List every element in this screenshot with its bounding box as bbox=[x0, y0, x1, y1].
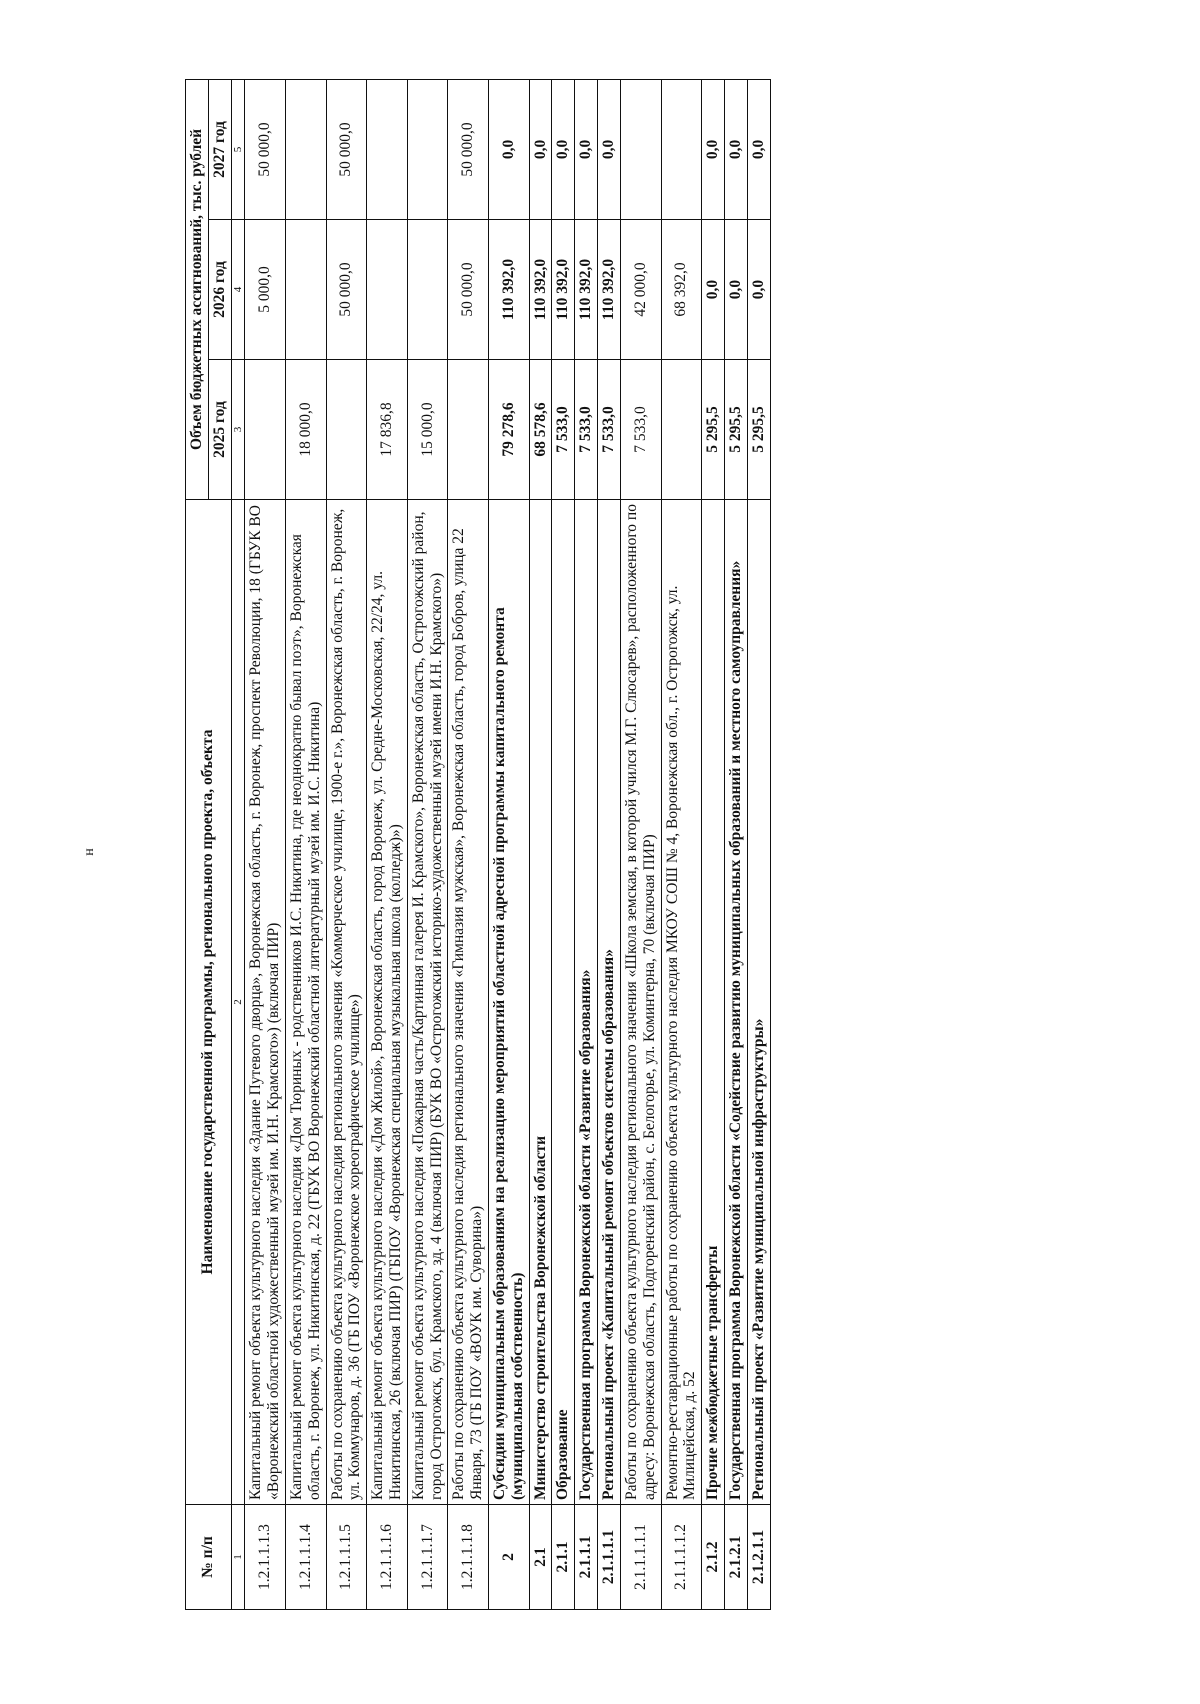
row-name: Капитальный ремонт объекта культурного наследия «Здание Путевого дворца», Воронежская область, г. Воронеж, проспект Революции, 18 (ГБУК ВО «Воронежский областной художественный музей им. И.Н. Крамского») (включая ПИР) bbox=[245, 500, 286, 1505]
value-2025: 15 000,0 bbox=[407, 360, 448, 500]
table-row bbox=[529, 79, 552, 1609]
value-2025: 7 533,0 bbox=[598, 360, 621, 500]
table-row bbox=[552, 79, 575, 1609]
value-2025: 5 295,5 bbox=[702, 360, 725, 500]
row-name: Капитальный ремонт объекта культурного наследия «Дом Тюриных - родственников И.С. Никитина, где неоднократно бывал поэт», Воронежская область, г. Воронеж, ул. Никитинская, д. 22 (ГБУК ВО Воронежский областной литературный музей им. И.С. Никитина) bbox=[285, 500, 326, 1505]
value-2025 bbox=[245, 360, 286, 500]
row-name: Капитальный ремонт объекта культурного наследия «Дом Жилой», Воронежская область, город Воронеж, ул. Средне-Московская, 22/24, ул. Никитинская, 26 (включая ПИР) (ГБПОУ «Воронежская специальная музыкальная школа (колледж)») bbox=[367, 500, 408, 1505]
value-2025 bbox=[448, 360, 489, 500]
value-2025: 79 278,6 bbox=[489, 360, 530, 500]
row-number: 2.1.2.1.1 bbox=[747, 1505, 770, 1610]
header-year-2026: 2026 год bbox=[208, 220, 231, 360]
budget-table bbox=[185, 79, 771, 1610]
value-2027: 0,0 bbox=[529, 79, 552, 219]
value-2027: 0,0 bbox=[575, 79, 598, 219]
value-2025: 7 533,0 bbox=[575, 360, 598, 500]
table-body bbox=[245, 79, 770, 1609]
value-2026: 50 000,0 bbox=[448, 220, 489, 360]
value-2026: 42 000,0 bbox=[620, 220, 661, 360]
table-row bbox=[367, 79, 408, 1609]
row-number: 1.2.1.1.1.5 bbox=[326, 1505, 367, 1610]
row-number: 1.2.1.1.1.3 bbox=[245, 1505, 286, 1610]
value-2026: 68 392,0 bbox=[661, 220, 702, 360]
value-2026: 110 392,0 bbox=[598, 220, 621, 360]
row-name: Министерство строительства Воронежской области bbox=[529, 500, 552, 1505]
row-number: 2 bbox=[489, 1505, 530, 1610]
value-2026: 0,0 bbox=[702, 220, 725, 360]
value-2025 bbox=[326, 360, 367, 500]
row-number: 1.2.1.1.1.6 bbox=[367, 1505, 408, 1610]
row-name: Образование bbox=[552, 500, 575, 1505]
value-2025: 17 836,8 bbox=[367, 360, 408, 500]
row-number: 1.2.1.1.1.8 bbox=[448, 1505, 489, 1610]
table-row bbox=[661, 79, 702, 1609]
value-2027 bbox=[285, 79, 326, 219]
row-number: 2.1.1.1.1.1 bbox=[620, 1505, 661, 1610]
table-row bbox=[598, 79, 621, 1609]
col-index: 4 bbox=[231, 220, 245, 360]
row-name: Работы по сохранению объекта культурного наследия регионального значения «Школа земская, в которой учился М.Г. Слюсарев», расположенного по адресу: Воронежская область, Подгоренский район, с. Белогорье, ул. Коминтерна, 70 (включая ПИР) bbox=[620, 500, 661, 1505]
row-name: Работы по сохранению объекта культурного наследия регионального значения «Коммерческое училище, 1900-е г.», Воронежская область, г. Воронеж, ул. Коммунаров, д. 36 (ГБ ПОУ «Воронежское хореографическое училище») bbox=[326, 500, 367, 1505]
value-2027 bbox=[367, 79, 408, 219]
value-2026 bbox=[367, 220, 408, 360]
value-2026: 0,0 bbox=[724, 220, 747, 360]
value-2027: 50 000,0 bbox=[245, 79, 286, 219]
row-number: 1.2.1.1.1.7 bbox=[407, 1505, 448, 1610]
value-2027: 50 000,0 bbox=[326, 79, 367, 219]
value-2027: 0,0 bbox=[747, 79, 770, 219]
table-row bbox=[575, 79, 598, 1609]
row-name: Прочие межбюджетные трансферты bbox=[702, 500, 725, 1505]
col-index: 1 bbox=[231, 1505, 245, 1610]
row-name: Региональный проект «Развитие муниципальной инфраструктуры» bbox=[747, 500, 770, 1505]
value-2025: 7 533,0 bbox=[552, 360, 575, 500]
table-row bbox=[285, 79, 326, 1609]
value-2026: 110 392,0 bbox=[489, 220, 530, 360]
row-name: Государственная программа Воронежской области «Содействие развитию муниципальных образований и местного самоуправления» bbox=[724, 500, 747, 1505]
value-2026 bbox=[285, 220, 326, 360]
col-index: 5 bbox=[231, 79, 245, 219]
value-2025 bbox=[661, 360, 702, 500]
row-number: 2.1.1.1.1 bbox=[598, 1505, 621, 1610]
value-2027: 0,0 bbox=[702, 79, 725, 219]
page-marker: н bbox=[82, 848, 97, 856]
rotated-page bbox=[185, 80, 1055, 1610]
value-2026: 110 392,0 bbox=[575, 220, 598, 360]
value-2025: 5 295,5 bbox=[747, 360, 770, 500]
row-number: 2.1 bbox=[529, 1505, 552, 1610]
table-row bbox=[702, 79, 725, 1609]
header-name: Наименование государственной программы, регионального проекта, объекта bbox=[186, 500, 232, 1505]
row-name: Капитальный ремонт объекта культурного наследия «Пожарная часть/Картинная галерея И. Крамского», Воронежская область, Острогожский район, город Острогожск, бул. Крамского, зд. 4 (включая ПИР) (БУК ВО «Острогожский историко-художественный музей имени И.Н. Крамского») bbox=[407, 500, 448, 1505]
value-2026: 110 392,0 bbox=[529, 220, 552, 360]
value-2025: 68 578,6 bbox=[529, 360, 552, 500]
value-2025: 5 295,5 bbox=[724, 360, 747, 500]
value-2027 bbox=[661, 79, 702, 219]
value-2026: 110 392,0 bbox=[552, 220, 575, 360]
value-2027: 0,0 bbox=[724, 79, 747, 219]
value-2026: 50 000,0 bbox=[326, 220, 367, 360]
table-row bbox=[326, 79, 367, 1609]
value-2025: 18 000,0 bbox=[285, 360, 326, 500]
table-row bbox=[724, 79, 747, 1609]
table-row bbox=[448, 79, 489, 1609]
header-num: № п/п bbox=[186, 1505, 232, 1610]
header-year-2027: 2027 год bbox=[208, 79, 231, 219]
row-number: 2.1.1 bbox=[552, 1505, 575, 1610]
header-volume: Объем бюджетных ассигнований, тыс. рублей bbox=[186, 79, 209, 499]
row-name: Ремонтно-реставрационные работы по сохранению объекта культурного наследия МКОУ СОШ № 4, Воронежская обл., г. Острогожск, ул. Милицейская, д. 52 bbox=[661, 500, 702, 1505]
row-number: 2.1.2 bbox=[702, 1505, 725, 1610]
row-number: 2.1.1.1 bbox=[575, 1505, 598, 1610]
col-index: 2 bbox=[231, 500, 245, 1505]
value-2027: 50 000,0 bbox=[448, 79, 489, 219]
table-row bbox=[245, 79, 286, 1609]
value-2027: 0,0 bbox=[598, 79, 621, 219]
row-name: Региональный проект «Капитальный ремонт объектов системы образования» bbox=[598, 500, 621, 1505]
row-name: Работы по сохранению объекта культурного наследия регионального значения «Гимназия мужская», Воронежская область, город Бобров, улица 22 Января, 73 (ГБ ПОУ «ВОУК им. Суворина») bbox=[448, 500, 489, 1505]
value-2026: 5 000,0 bbox=[245, 220, 286, 360]
value-2026: 0,0 bbox=[747, 220, 770, 360]
row-name: Государственная программа Воронежской области «Развитие образования» bbox=[575, 500, 598, 1505]
col-index: 3 bbox=[231, 360, 245, 500]
value-2027: 0,0 bbox=[489, 79, 530, 219]
header-year-2025: 2025 год bbox=[208, 360, 231, 500]
value-2027 bbox=[407, 79, 448, 219]
table-row bbox=[489, 79, 530, 1609]
table-row bbox=[747, 79, 770, 1609]
value-2025: 7 533,0 bbox=[620, 360, 661, 500]
row-number: 2.1.1.1.1.2 bbox=[661, 1505, 702, 1610]
value-2027: 0,0 bbox=[552, 79, 575, 219]
value-2026 bbox=[407, 220, 448, 360]
row-name: Субсидии муниципальным образованиям на реализацию мероприятий областной адресной программы капитального ремонта (муниципальная собственность) bbox=[489, 500, 530, 1505]
row-number: 1.2.1.1.1.4 bbox=[285, 1505, 326, 1610]
row-number: 2.1.2.1 bbox=[724, 1505, 747, 1610]
value-2027 bbox=[620, 79, 661, 219]
table-row bbox=[407, 79, 448, 1609]
table-row bbox=[620, 79, 661, 1609]
